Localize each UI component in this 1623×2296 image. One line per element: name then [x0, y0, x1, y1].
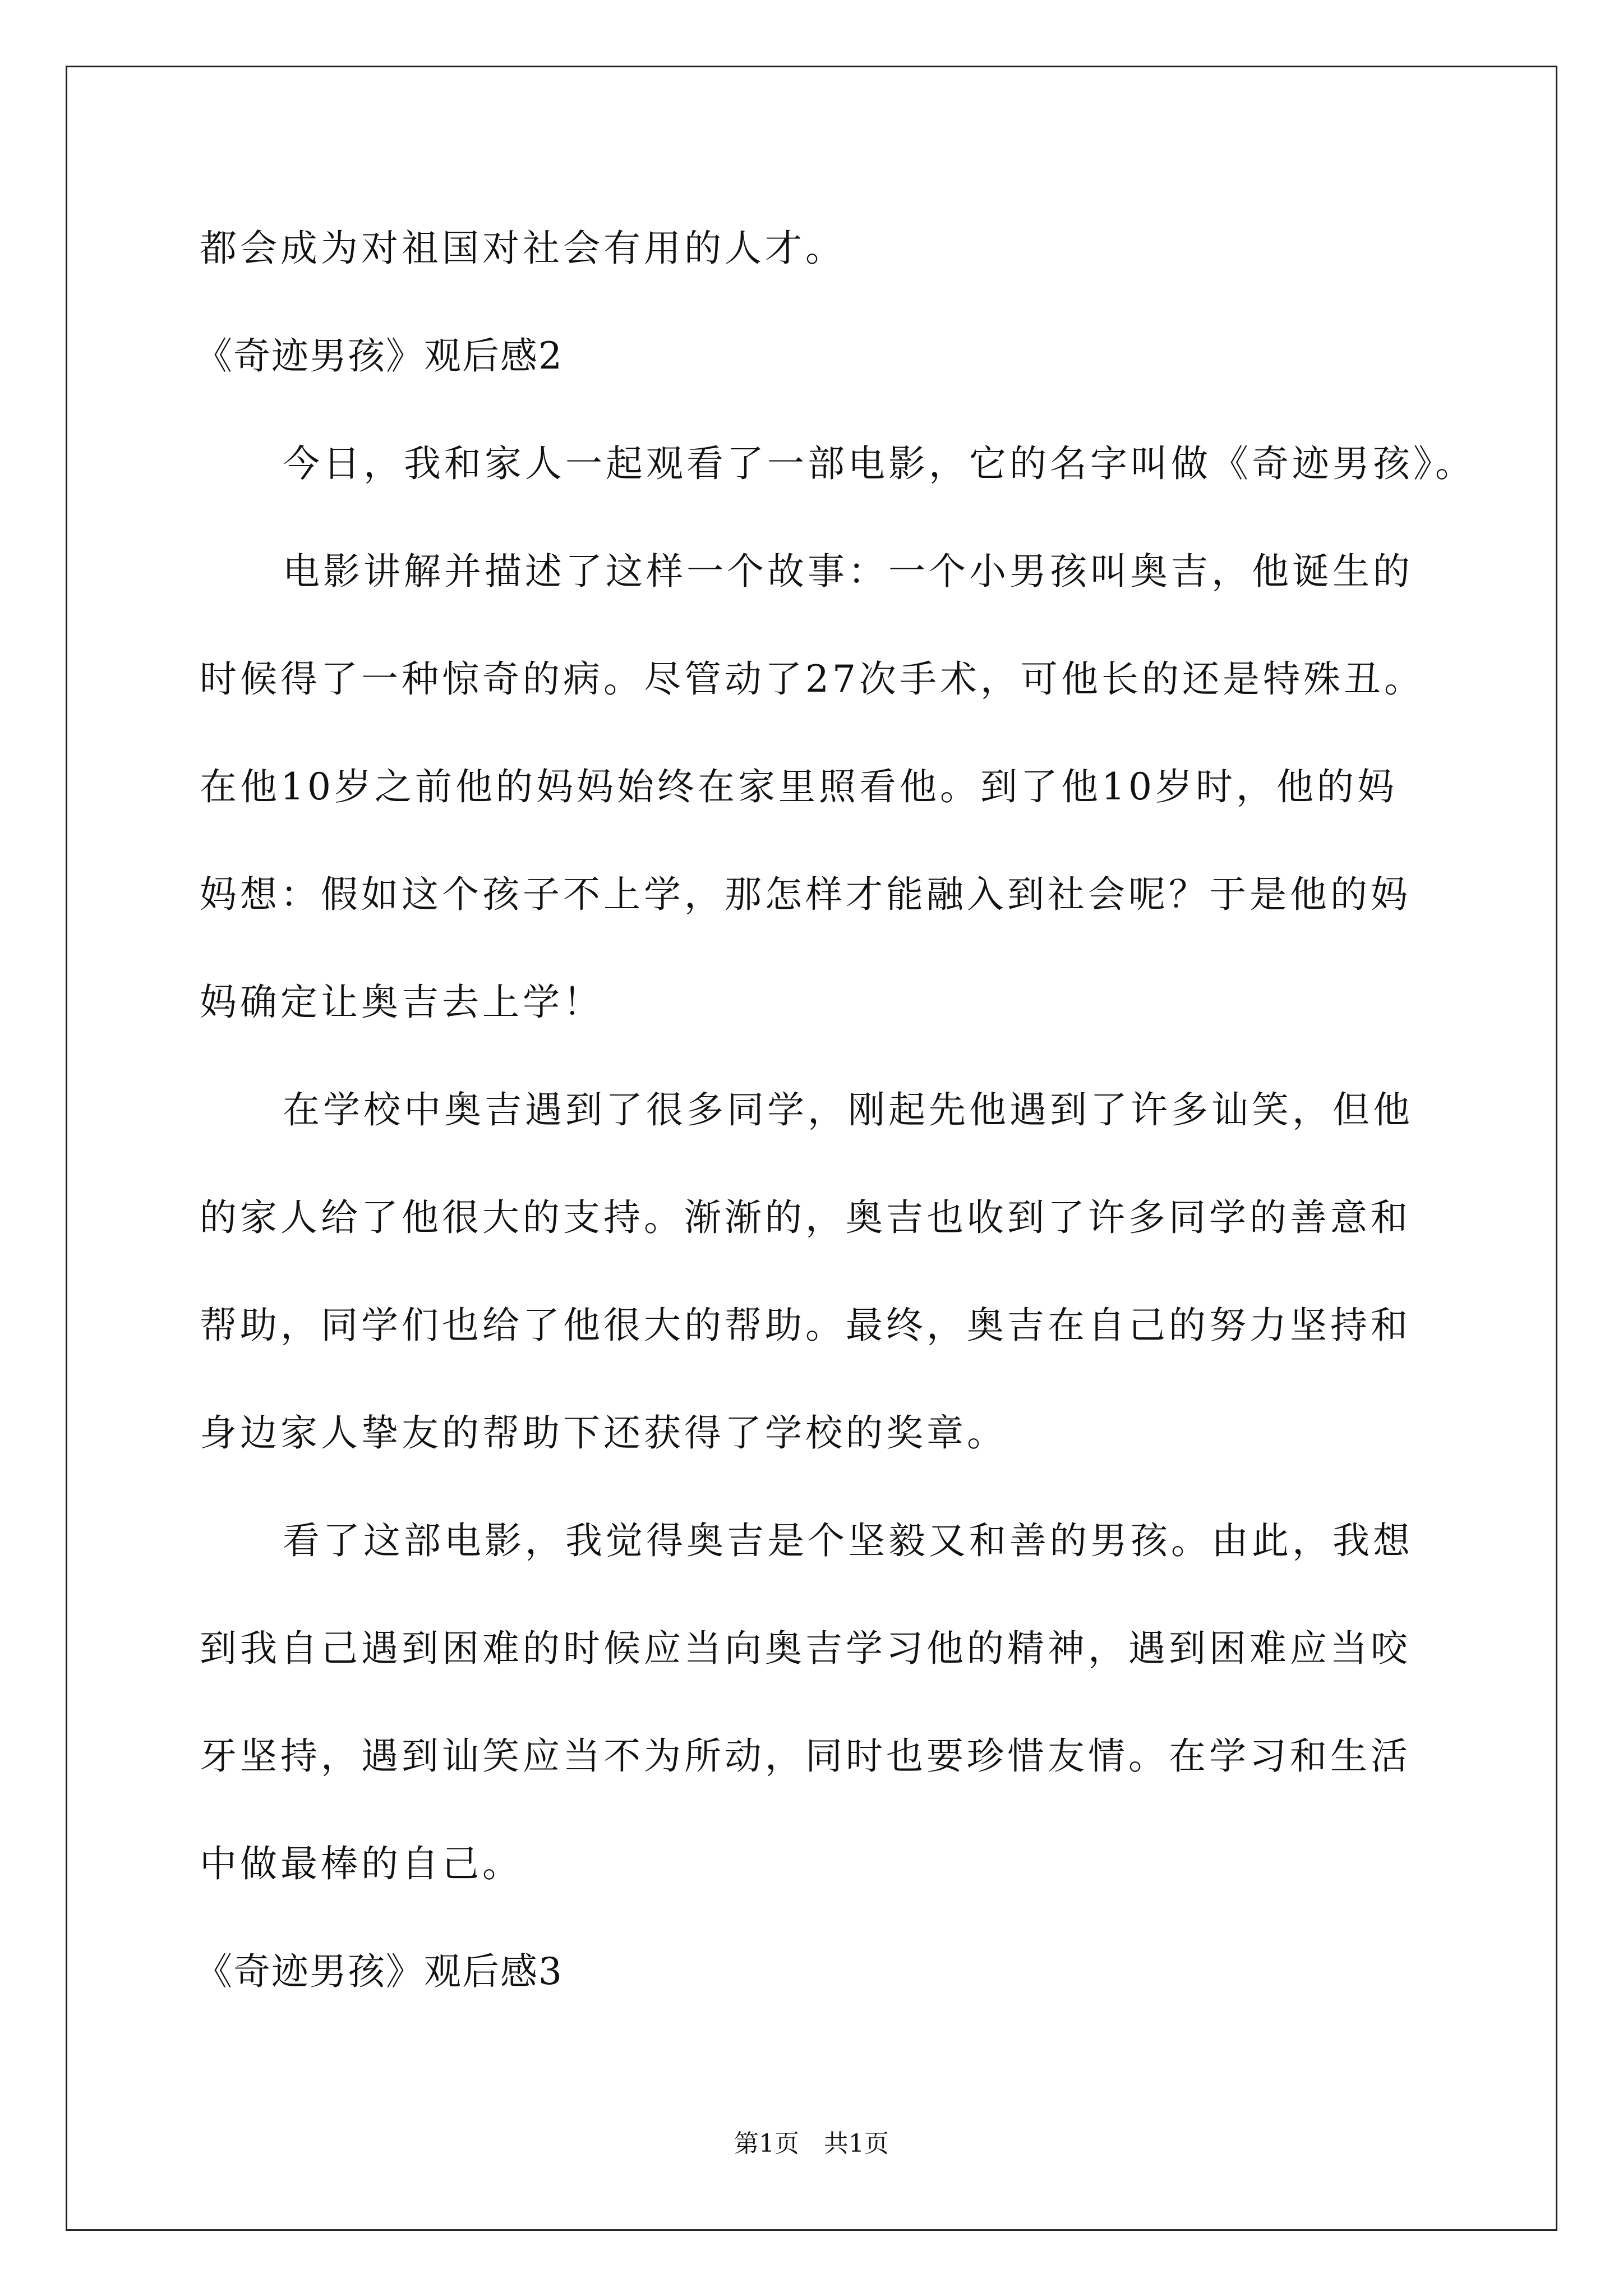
section-heading: 《奇迹男孩》观后感3 [195, 1950, 563, 1993]
body-line: 牙坚持，遇到讪笑应当不为所动，同时也要珍惜友情。在学习和生活 [200, 1734, 1411, 1778]
section-heading: 《奇迹男孩》观后感2 [195, 334, 563, 378]
body-line: 在他10岁之前他的妈妈始终在家里照看他。到了他10岁时，他的妈 [200, 765, 1398, 808]
body-line: 时候得了一种惊奇的病。尽管动了27次手术，可他长的还是特殊丑。 [200, 657, 1424, 701]
body-line: 中做最棒的自己。 [200, 1842, 523, 1885]
body-line: 帮助，同学们也给了他很大的帮助。最终，奥吉在自己的努力坚持和 [200, 1304, 1411, 1347]
paragraph-first-line: 在学校中奥吉遇到了很多同学，刚起先他遇到了许多讪笑，但他 [283, 1088, 1413, 1131]
page-footer: 第1页 共1页 [734, 2129, 889, 2158]
paragraph-first-line: 今日，我和家人一起观看了一部电影，它的名字叫做《奇迹男孩》。 [283, 442, 1476, 485]
body-line: 妈想：假如这个孩子不上学，那怎样才能融入到社会呢？于是他的妈 [200, 873, 1411, 916]
paragraph-first-line: 电影讲解并描述了这样一个故事：一个小男孩叫奥吉，他诞生的 [283, 550, 1413, 593]
body-line: 身边家人挚友的帮助下还获得了学校的奖章。 [200, 1411, 1007, 1455]
body-line: 到我自己遇到困难的时候应当向奥吉学习他的精神，遇到困难应当咬 [200, 1627, 1411, 1670]
body-line: 都会成为对祖国对社会有用的人才。 [200, 227, 846, 270]
body-line: 的家人给了他很大的支持。渐渐的，奥吉也收到了许多同学的善意和 [200, 1196, 1411, 1239]
body-line: 妈确定让奥吉去上学！ [200, 981, 603, 1024]
page-border [66, 66, 1557, 2231]
paragraph-first-line: 看了这部电影，我觉得奥吉是个坚毅又和善的男孩。由此，我想 [283, 1519, 1413, 1562]
